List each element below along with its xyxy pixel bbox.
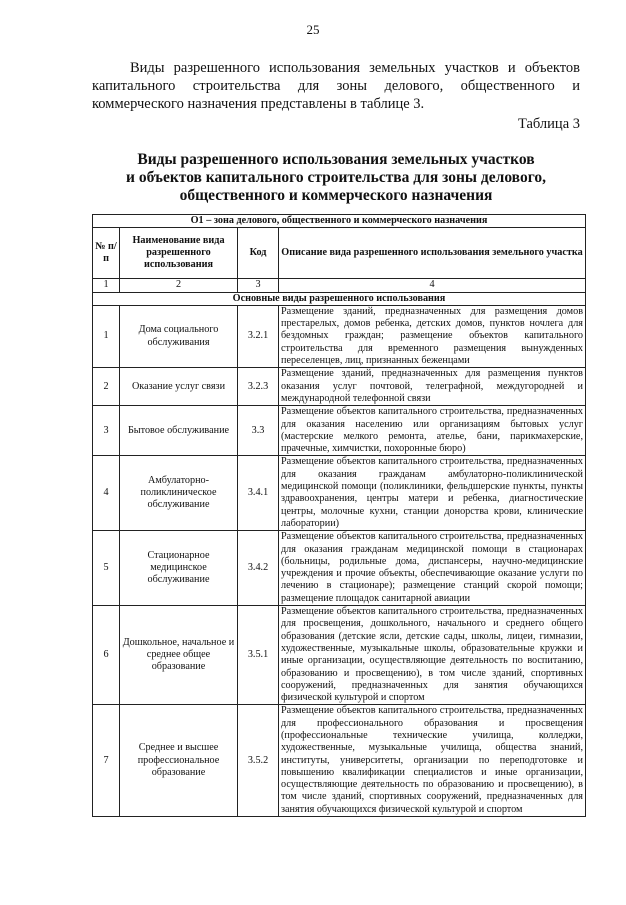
- row-number: 5: [93, 531, 120, 606]
- use-code: 3.4.1: [238, 456, 279, 531]
- use-name: Среднее и высшее профессиональное образование: [120, 705, 238, 817]
- column-number: 3: [238, 279, 279, 292]
- table-label: Таблица 3: [517, 116, 580, 132]
- table-row: [93, 456, 586, 531]
- use-name: Оказание услуг связи: [120, 368, 238, 406]
- zone-title: О1 – зона делового, общественного и коммерческого назначения: [93, 215, 586, 228]
- header-description: Описание вида разрешенного использования земельного участка: [279, 228, 586, 279]
- section-title: Основные виды разрешенного использования: [93, 292, 586, 305]
- section-title-row: [93, 292, 586, 305]
- use-description: Размещение объектов капитального строительства, предназначенных для оказания гражданам медицинской помощи в стационарах (больницы, родильные дома, диспансеры, научно-медицинские учреждения и прочие объекты, обеспечивающие оказание услуги по лечению в стационаре); размещение станций скорой помощи; размещение площадок санитарной авиации: [279, 531, 586, 606]
- table-row: [93, 531, 586, 606]
- row-number: 1: [93, 305, 120, 367]
- column-number: 2: [120, 279, 238, 292]
- header-name: Наименование вида разрешенного использования: [120, 228, 238, 279]
- use-code: 3.4.2: [238, 531, 279, 606]
- table-title-line-2: и объектов капитального строительства для зоны делового,: [126, 169, 546, 186]
- use-name: Бытовое обслуживание: [120, 406, 238, 456]
- row-number: 4: [93, 456, 120, 531]
- use-description: Размещение объектов капитального строительства, предназначенных для оказания гражданам амбулаторно-поликлинической медицинской помощи (поликлиники, фельдшерские пункты, пункты здравоохранения, центры матери и ребенка, диагностические центры, молочные кухни, станции донорства крови, клинические лаборатории): [279, 456, 586, 531]
- table-row: [93, 406, 586, 456]
- use-description: Размещение зданий, предназначенных для размещения домов престарелых, домов ребенка, детских домов, пунктов ночлега для бездомных граждан; размещение объектов капитального строительства для временного размещения вынужденных переселенцев, лиц, признанных беженцами: [279, 305, 586, 367]
- use-code: 3.3: [238, 406, 279, 456]
- header-num: № п/п: [93, 228, 120, 279]
- use-name: Стационарное медицинское обслуживание: [120, 531, 238, 606]
- intro-paragraph: Виды разрешенного использования земельных участков и объектов капитального строительства для зоны делового, общественного и коммерческого назначения представлены в таблице 3.: [92, 60, 580, 112]
- use-name: Амбулаторно-поликлиническое обслуживание: [120, 456, 238, 531]
- use-name: Дома социального обслуживания: [120, 305, 238, 367]
- header-row: [93, 228, 586, 279]
- table-title-line-3: общественного и коммерческого назначения: [179, 187, 493, 204]
- use-name: Дошкольное, начальное и среднее общее образование: [120, 606, 238, 705]
- table-title-line-1: Виды разрешенного использования земельных участков: [137, 151, 535, 168]
- use-description: Размещение объектов капитального строительства, предназначенных для профессионального образования и просвещения (профессиональные технические училища, колледжи, художественные, музыкальные училища, общества знаний, институты, университеты, организации по переподготовке и повышению квалификации специалистов и иные организации, осуществляющие деятельность по образованию и просвещению), в том числе зданий, спортивных сооружений, предназначенных для занятия обучающихся физической культурой и спортом: [279, 705, 586, 817]
- page-number: 25: [306, 22, 320, 37]
- row-number: 2: [93, 368, 120, 406]
- row-number: 3: [93, 406, 120, 456]
- land-use-table: [92, 214, 586, 817]
- use-code: 3.2.1: [238, 305, 279, 367]
- table-row: [93, 606, 586, 705]
- zone-title-row: [93, 215, 586, 228]
- table-row: [93, 305, 586, 367]
- table-row: [93, 705, 586, 817]
- use-code: 3.2.3: [238, 368, 279, 406]
- use-code: 3.5.2: [238, 705, 279, 817]
- use-description: Размещение зданий, предназначенных для размещения пунктов оказания услуг почтовой, телеграфной, междугородней и международной телефонной связи: [279, 368, 586, 406]
- row-number: 7: [93, 705, 120, 817]
- use-description: Размещение объектов капитального строительства, предназначенных для просвещения, дошкольного, начального и среднего общего образования (детские ясли, детские сады, школы, лицеи, гимназии, художественные, музыкальные школы, образовательные кружки и иные организации, осуществляющие деятельность по воспитанию, образованию и просвещению), в том числе зданий, спортивных сооружений, предназначенных для занятия обучающихся физической культурой и спортом: [279, 606, 586, 705]
- column-number: 1: [93, 279, 120, 292]
- table-title: [92, 151, 580, 205]
- table-row: [93, 368, 586, 406]
- column-number: 4: [279, 279, 586, 292]
- row-number: 6: [93, 606, 120, 705]
- use-description: Размещение объектов капитального строительства, предназначенных для оказания населению или организациям бытовых услуг (мастерские мелкого ремонта, ателье, бани, парикмахерские, прачечные, химчистки, похоронные бюро): [279, 406, 586, 456]
- header-code: Код: [238, 228, 279, 279]
- column-numbers-row: [93, 279, 586, 292]
- use-code: 3.5.1: [238, 606, 279, 705]
